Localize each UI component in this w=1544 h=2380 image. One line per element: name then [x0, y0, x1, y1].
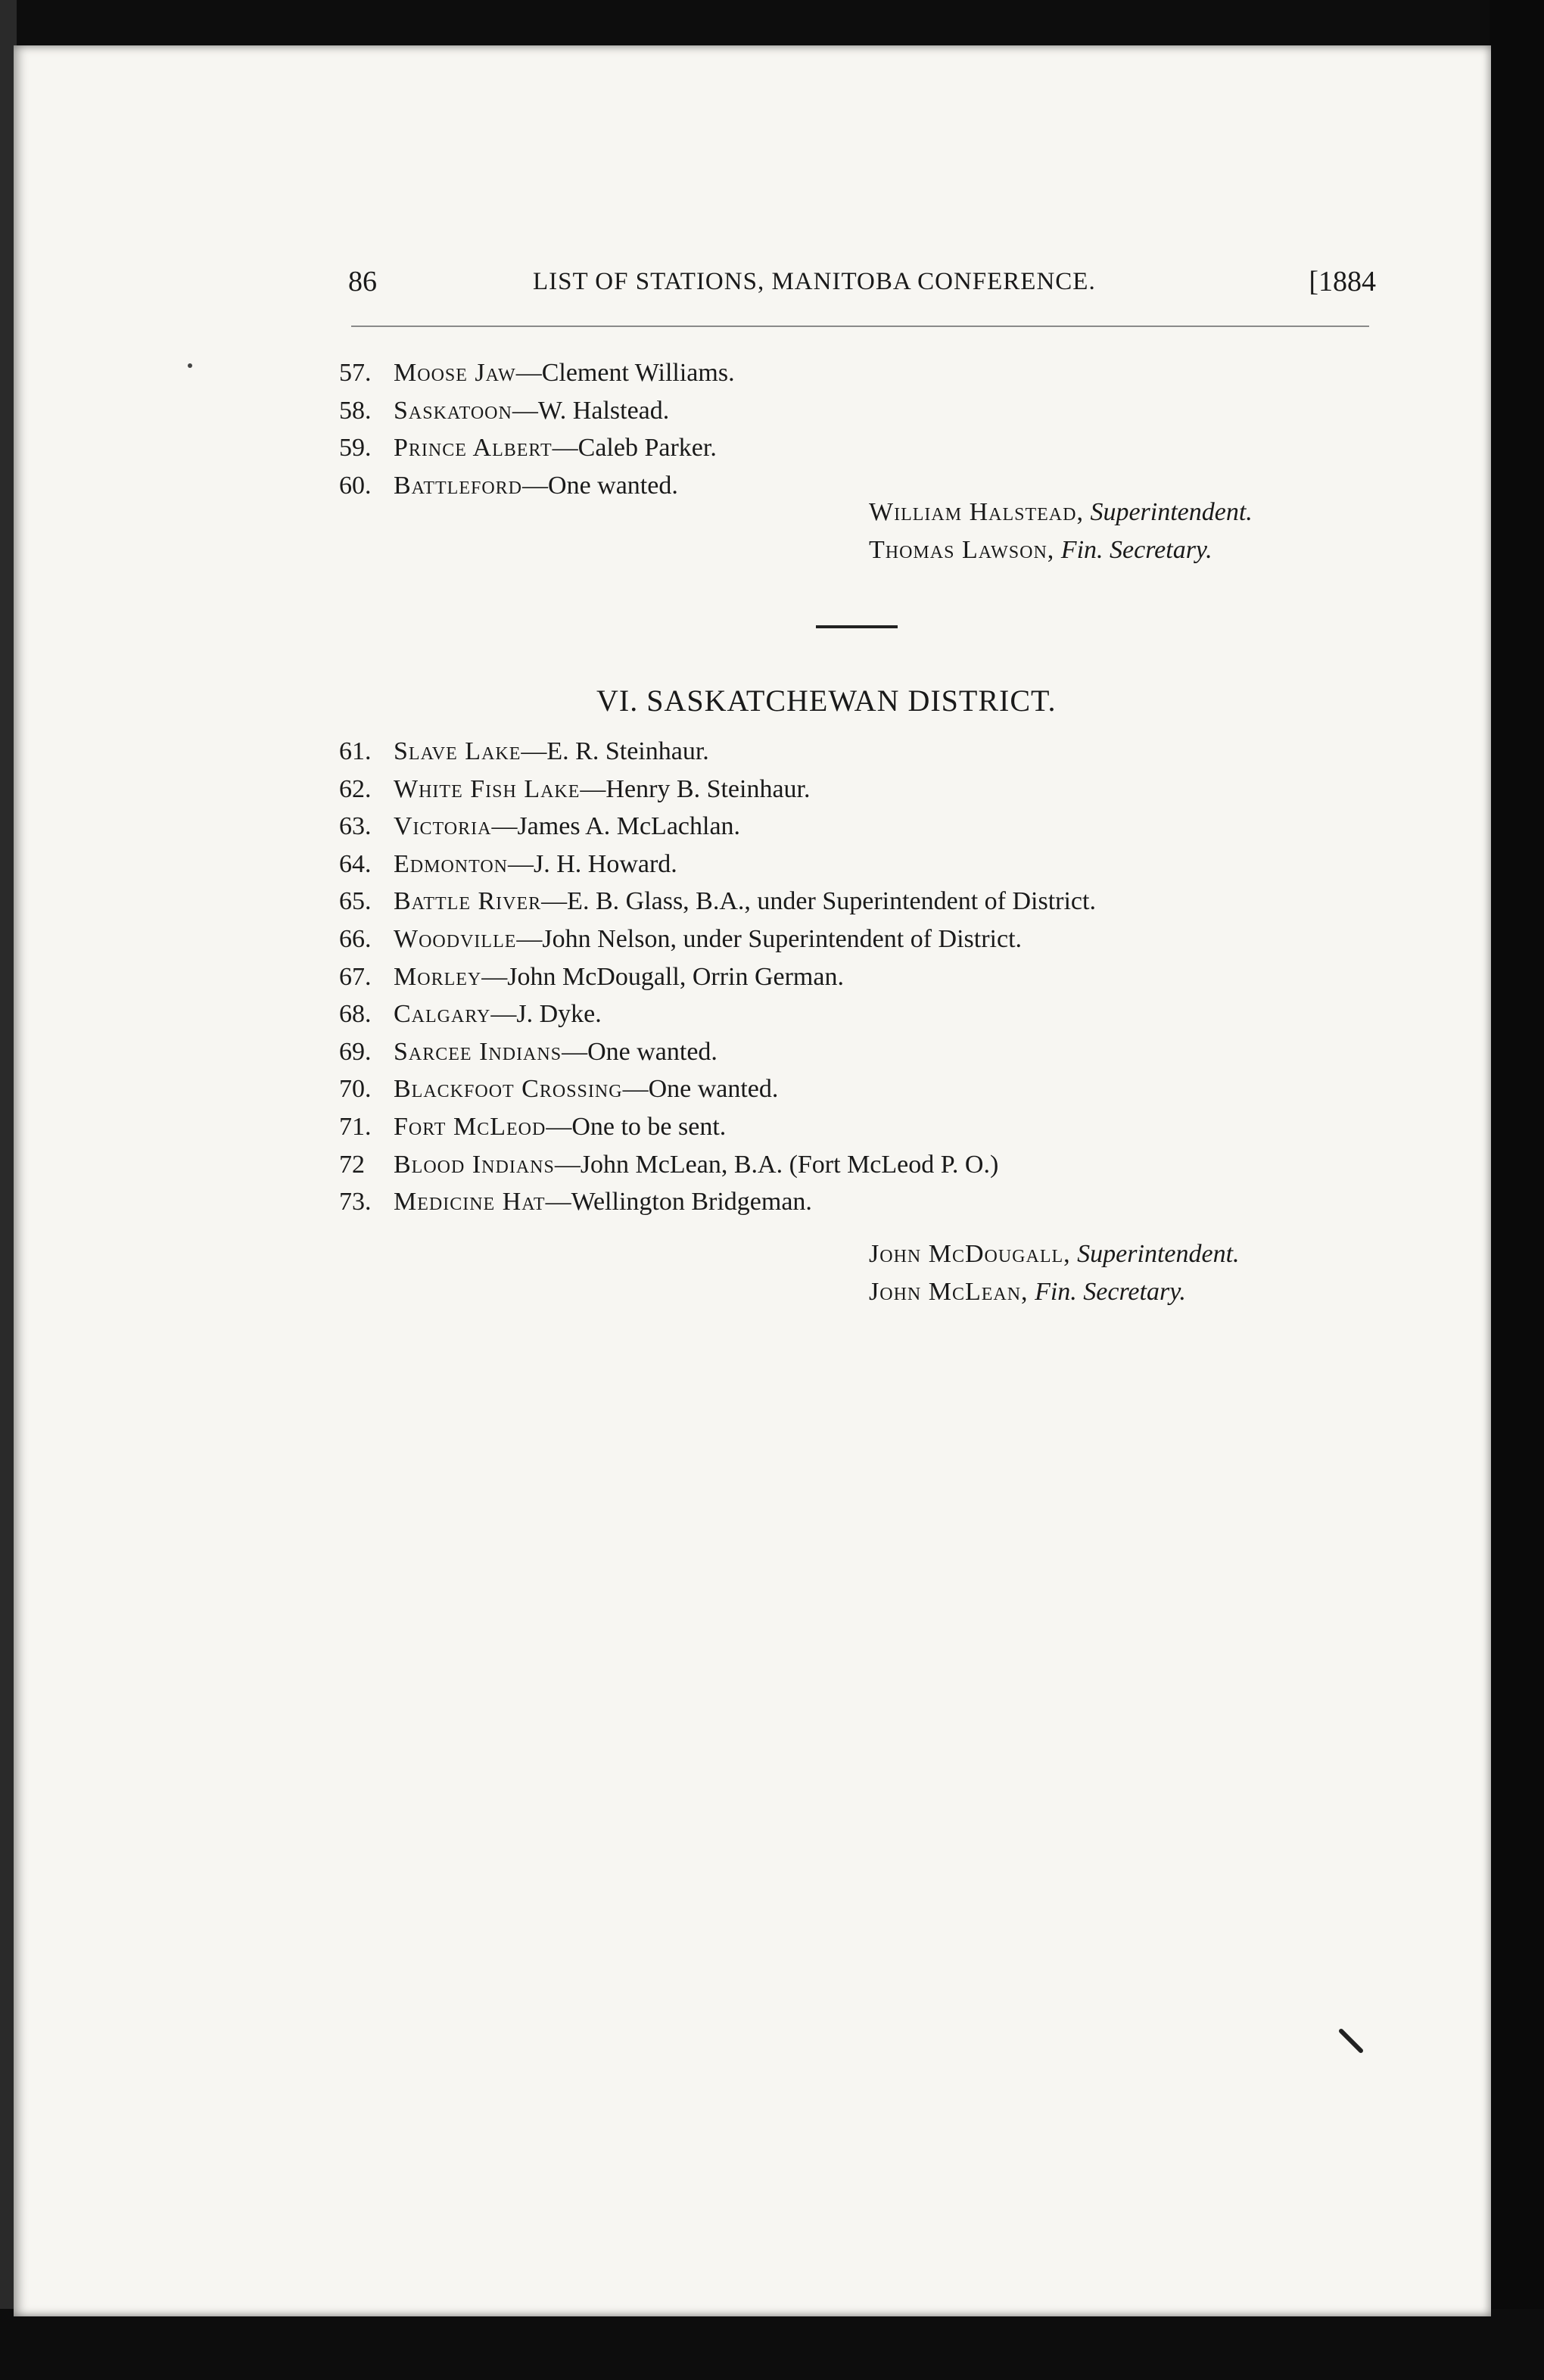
station-place: Battleford [394, 471, 523, 500]
station-place: Moose Jaw [394, 359, 516, 387]
station-minister: J. H. Howard. [534, 849, 677, 878]
entry-dash: — [516, 924, 543, 953]
signatory-name: William Halstead, [869, 498, 1084, 526]
scan-bottom-border [0, 2309, 1544, 2380]
station-place: Victoria [394, 812, 492, 841]
station-list-continued [339, 354, 1376, 504]
station-minister: J. Dyke. [516, 1000, 602, 1029]
entry-dash: — [541, 887, 568, 916]
running-head-year: [1884 [1309, 266, 1376, 298]
station-number: 66. [339, 924, 372, 953]
station-place: Saskatoon [394, 396, 512, 425]
entry-dash: — [622, 1075, 649, 1104]
entry-dash: — [491, 812, 518, 841]
station-number: 67. [339, 962, 372, 991]
station-place: Sarcee Indians [394, 1037, 562, 1066]
page-number: 86 [348, 266, 377, 298]
station-entry [339, 1108, 1376, 1146]
station-minister: Wellington Bridgeman. [571, 1188, 812, 1216]
station-number: 58. [339, 396, 372, 425]
entry-dash: — [562, 1037, 588, 1066]
station-place: Edmonton [394, 849, 508, 878]
station-number: 60. [339, 471, 372, 500]
entry-dash: — [552, 434, 578, 463]
station-entry [339, 808, 1376, 846]
signature-line [869, 531, 1253, 569]
station-entry [339, 1033, 1376, 1071]
entry-dash: — [580, 774, 606, 803]
scan-speck [188, 363, 192, 368]
station-minister: Henry B. Steinhaur. [605, 774, 811, 803]
running-head [339, 265, 1376, 310]
station-number: 70. [339, 1075, 372, 1104]
scan-right-border [1490, 0, 1544, 2380]
entry-dash: — [515, 359, 542, 387]
saskatchewan-district-list [339, 733, 1376, 1221]
station-entry [339, 883, 1376, 921]
station-number: 72 [339, 1150, 365, 1179]
signatory-title: Fin. Secretary. [1060, 536, 1212, 564]
station-entry [339, 354, 1376, 392]
station-entry [339, 921, 1376, 958]
signatory-name: John McLean, [869, 1278, 1029, 1306]
entry-dash: — [546, 1112, 572, 1141]
signatory-title: Fin. Secretary. [1035, 1278, 1186, 1306]
station-entry [339, 995, 1376, 1033]
station-place: Blood Indians [394, 1150, 555, 1179]
station-minister: One wanted. [548, 471, 678, 500]
station-place: Morley [394, 962, 482, 991]
station-minister: E. B. Glass, B.A., under Superintendent of District. [567, 887, 1096, 916]
station-minister: Caleb Parker. [577, 434, 717, 463]
entry-dash: — [522, 471, 549, 500]
signature-line [869, 1235, 1240, 1273]
station-number: 64. [339, 849, 372, 878]
signatory-name: Thomas Lawson, [869, 536, 1055, 564]
district-signature-block [869, 494, 1253, 569]
station-place: Calgary [394, 1000, 491, 1029]
signature-line [869, 494, 1253, 531]
station-place: Medicine Hat [394, 1188, 546, 1216]
station-number: 68. [339, 1000, 372, 1029]
station-number: 61. [339, 737, 372, 765]
station-number: 71. [339, 1112, 372, 1141]
station-place: Blackfoot Crossing [394, 1075, 623, 1104]
entry-dash: — [545, 1188, 571, 1216]
station-minister: James A. McLachlan. [517, 812, 741, 841]
station-entry [339, 846, 1376, 883]
station-entry [339, 429, 1376, 467]
station-place: Battle River [394, 887, 542, 916]
station-place: Slave Lake [394, 737, 521, 765]
station-number: 62. [339, 774, 372, 803]
station-entry [339, 771, 1376, 808]
station-number: 57. [339, 359, 372, 387]
entry-dash: — [554, 1150, 581, 1179]
entry-dash: — [521, 737, 547, 765]
station-minister: E. R. Steinhaur. [546, 737, 709, 765]
entry-dash: — [481, 962, 508, 991]
section-heading: VI. SASKATCHEWAN DISTRICT. [596, 684, 1057, 718]
station-minister: John McLean, B.A. (Fort McLeod P. O.) [580, 1150, 999, 1179]
station-minister: John Nelson, under Superintendent of District. [542, 924, 1023, 953]
signature-line [869, 1273, 1240, 1311]
station-number: 63. [339, 812, 372, 841]
station-minister: W. Halstead. [537, 396, 670, 425]
page-paper [14, 45, 1491, 2316]
station-entry [339, 1183, 1376, 1221]
station-minister: John McDougall, Orrin German. [507, 962, 844, 991]
station-place: White Fish Lake [394, 774, 581, 803]
station-place: Fort McLeod [394, 1112, 546, 1141]
header-rule [351, 326, 1369, 327]
station-number: 73. [339, 1188, 372, 1216]
station-entry [339, 1146, 1376, 1184]
station-number: 65. [339, 887, 372, 916]
signatory-title: Superintendent. [1090, 498, 1253, 526]
entry-dash: — [508, 849, 534, 878]
entry-dash: — [490, 1000, 517, 1029]
ink-mark-icon [1338, 2028, 1365, 2055]
station-entry [339, 392, 1376, 430]
station-minister: One to be sent. [571, 1112, 727, 1141]
station-entry [339, 958, 1376, 996]
station-entry [339, 733, 1376, 771]
section-divider [816, 625, 898, 628]
signatory-title: Superintendent. [1077, 1240, 1240, 1268]
station-minister: Clement Williams. [541, 359, 735, 387]
station-minister: One wanted. [648, 1075, 779, 1104]
station-entry [339, 1070, 1376, 1108]
district-signature-block [869, 1235, 1240, 1311]
station-number: 69. [339, 1037, 372, 1066]
station-place: Prince Albert [394, 434, 553, 463]
station-number: 59. [339, 434, 372, 463]
running-head-title: LIST OF STATIONS, MANITOBA CONFERENCE. [533, 268, 1096, 295]
entry-dash: — [512, 396, 538, 425]
station-minister: One wanted. [587, 1037, 718, 1066]
station-place: Woodville [394, 924, 517, 953]
signatory-name: John McDougall, [869, 1240, 1071, 1268]
